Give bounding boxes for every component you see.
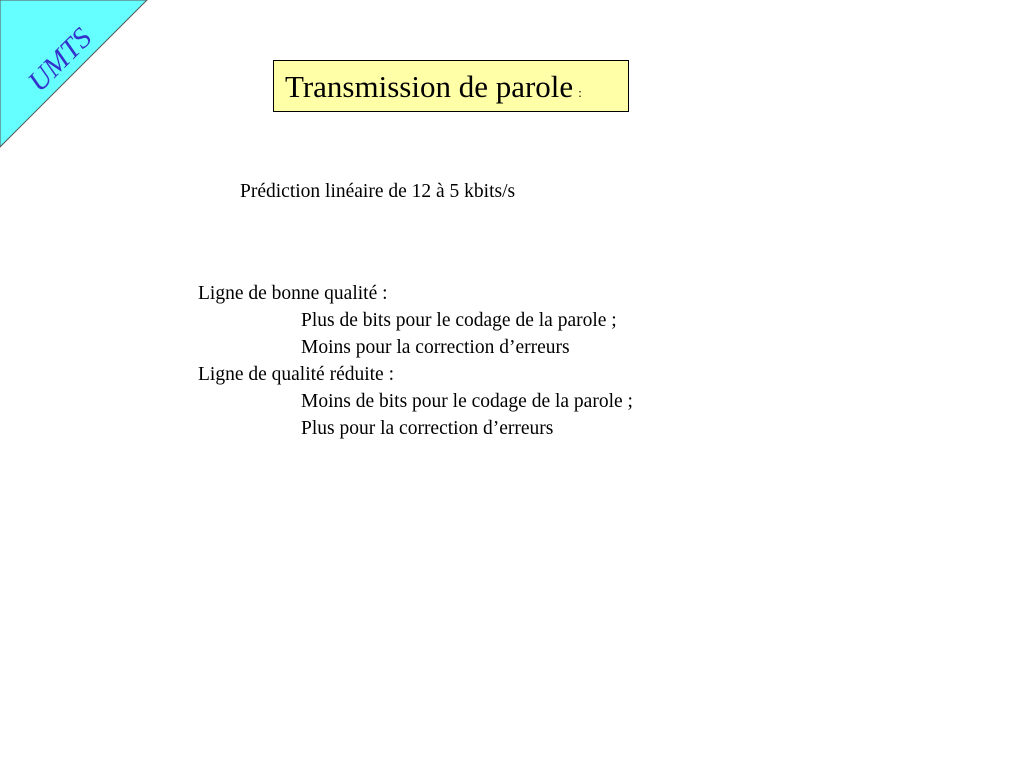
umts-corner-banner (0, 0, 150, 150)
slide-title-suffix: : (578, 85, 582, 100)
slide-subtitle: Prédiction linéaire de 12 à 5 kbits/s (240, 181, 516, 202)
corner-banner-triangle (0, 0, 147, 147)
list-item: Plus de bits pour le codage de la parole ; (301, 310, 617, 331)
corner-banner-graphic (0, 0, 150, 150)
corner-banner-label: UMTS (21, 21, 99, 99)
section-heading-good-quality: Ligne de bonne qualité : (198, 283, 388, 304)
slide-title-box (273, 60, 629, 112)
section-heading-reduced-quality: Ligne de qualité réduite : (198, 364, 395, 385)
list-item: Moins de bits pour le codage de la parole ; (301, 391, 633, 412)
list-item: Plus pour la correction d’erreurs (301, 418, 554, 439)
list-item: Moins pour la correction d’erreurs (301, 337, 570, 358)
slide-title: Transmission de parole (285, 69, 574, 104)
